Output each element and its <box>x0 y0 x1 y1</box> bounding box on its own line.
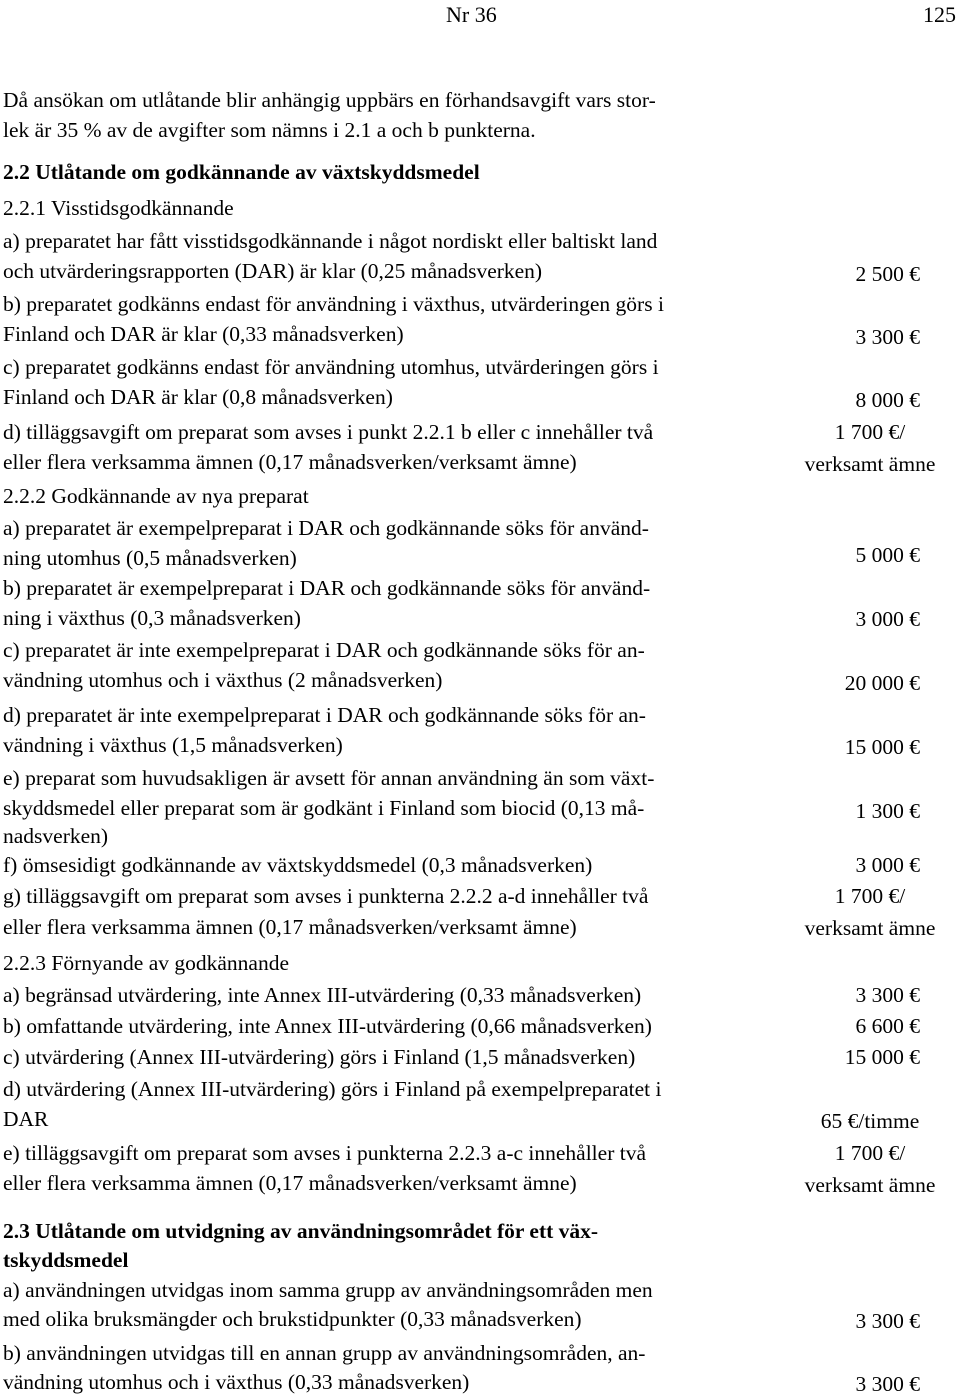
item-text: a) användningen utvidgas inom samma grupp av användningsområden men <box>3 1278 653 1302</box>
item-text: skyddsmedel eller preparat som är godkänt i Finland som biocid (0,13 må- <box>3 796 645 820</box>
item-text: eller flera verksamma ämnen (0,17 månadsverken/verksamt ämne) <box>3 1171 577 1195</box>
item-amount: 1 700 €/ <box>834 1141 906 1165</box>
item-text: f) ömsesidigt godkännande av växtskyddsmedel (0,3 månadsverken) <box>3 853 593 877</box>
item-text: DAR <box>3 1107 49 1131</box>
item-text: vändning i växthus (1,5 månadsverken) <box>3 733 343 757</box>
item-amount: 2 500 € <box>855 262 920 286</box>
item-amount-unit: verksamt ämne <box>804 452 936 476</box>
issue-number: Nr 36 <box>446 2 497 27</box>
item-text: a) begränsad utvärdering, inte Annex III-utvärdering (0,33 månadsverken) <box>3 983 642 1007</box>
page-number: 125 <box>923 2 956 27</box>
item-amount: 3 000 € <box>855 853 920 877</box>
item-text: e) preparat som huvudsakligen är avsett för annan användning än som växt- <box>3 766 655 790</box>
item-amount: 1 700 €/ <box>834 420 906 444</box>
item-text: g) tilläggsavgift om preparat som avses i punkterna 2.2.2 a-d innehåller två <box>3 884 649 908</box>
item-amount-unit: verksamt ämne <box>804 916 936 940</box>
item-text: c) preparatet godkänns endast för användning utomhus, utvärderingen görs i <box>3 355 659 379</box>
item-text: c) preparatet är inte exempelpreparat i DAR och godkännande söks för an- <box>3 638 645 662</box>
item-amount: 3 300 € <box>855 1372 920 1396</box>
item-text: eller flera verksamma ämnen (0,17 månadsverken/verksamt ämne) <box>3 915 577 939</box>
item-amount: 15 000 € <box>844 1045 920 1069</box>
item-text: c) utvärdering (Annex III-utvärdering) görs i Finland (1,5 månadsverken) <box>3 1045 636 1069</box>
subsection-heading: 2.2.1 Visstidsgodkännande <box>3 196 234 220</box>
item-text: ning i växthus (0,3 månadsverken) <box>3 606 301 630</box>
item-text: och utvärderingsrapporten (DAR) är klar (0,25 månadsverken) <box>3 259 543 283</box>
item-text: a) preparatet har fått visstidsgodkännande i något nordiskt eller baltiskt land <box>3 229 658 253</box>
item-amount: 15 000 € <box>844 735 920 759</box>
intro-line: lek är 35 % av de avgifter som nämns i 2.1 a och b punkterna. <box>3 118 536 142</box>
item-text: Finland och DAR är klar (0,8 månadsverken) <box>3 385 393 409</box>
item-text: e) tilläggsavgift om preparat som avses i punkterna 2.2.3 a-c innehåller två <box>3 1141 646 1165</box>
item-amount-unit: verksamt ämne <box>804 1173 936 1197</box>
item-amount: 3 300 € <box>855 1309 920 1333</box>
subsection-heading: 2.2.2 Godkännande av nya preparat <box>3 484 309 508</box>
item-text: ning utomhus (0,5 månadsverken) <box>3 546 297 570</box>
item-text: b) preparatet är exempelpreparat i DAR och godkännande söks för använd- <box>3 576 651 600</box>
item-amount: 8 000 € <box>855 388 920 412</box>
item-amount: 3 300 € <box>855 983 920 1007</box>
item-amount: 5 000 € <box>855 543 920 567</box>
item-text: d) utvärdering (Annex III-utvärdering) görs i Finland på exempelpreparatet i <box>3 1077 662 1101</box>
item-amount: 6 600 € <box>855 1014 920 1038</box>
item-text: d) preparatet är inte exempelpreparat i DAR och godkännande söks för an- <box>3 703 646 727</box>
item-text: Finland och DAR är klar (0,33 månadsverken) <box>3 322 404 346</box>
subsection-heading: 2.2.3 Förnyande av godkännande <box>3 951 289 975</box>
item-amount: 3 000 € <box>855 607 920 631</box>
item-amount: 20 000 € <box>844 671 920 695</box>
item-amount: 3 300 € <box>855 325 920 349</box>
item-amount: 1 300 € <box>855 799 920 823</box>
item-amount: 1 700 €/ <box>834 884 906 908</box>
item-text: nadsverken) <box>3 824 109 848</box>
item-text: b) användningen utvidgas till en annan grupp av användningsområden, an- <box>3 1341 646 1365</box>
item-text: vändning utomhus och i växthus (2 månadsverken) <box>3 668 443 692</box>
item-text: vändning utomhus och i växthus (0,33 månadsverken) <box>3 1370 470 1394</box>
section-heading: tskyddsmedel <box>3 1248 129 1272</box>
section-heading: 2.3 Utlåtande om utvidgning av användningsområdet för ett väx- <box>3 1219 599 1243</box>
section-heading: 2.2 Utlåtande om godkännande av växtskyddsmedel <box>3 160 480 184</box>
item-text: d) tilläggsavgift om preparat som avses i punkt 2.2.1 b eller c innehåller två <box>3 420 654 444</box>
item-text: eller flera verksamma ämnen (0,17 månadsverken/verksamt ämne) <box>3 450 577 474</box>
item-text: a) preparatet är exempelpreparat i DAR och godkännande söks för använd- <box>3 516 649 540</box>
item-text: b) preparatet godkänns endast för användning i växthus, utvärderingen görs i <box>3 292 664 316</box>
item-amount: 65 €/timme <box>820 1109 920 1133</box>
intro-line: Då ansökan om utlåtande blir anhängig uppbärs en förhandsavgift vars stor- <box>3 88 656 112</box>
item-text: med olika bruksmängder och brukstidpunkter (0,33 månadsverken) <box>3 1307 582 1331</box>
item-text: b) omfattande utvärdering, inte Annex III-utvärdering (0,66 månadsverken) <box>3 1014 652 1038</box>
